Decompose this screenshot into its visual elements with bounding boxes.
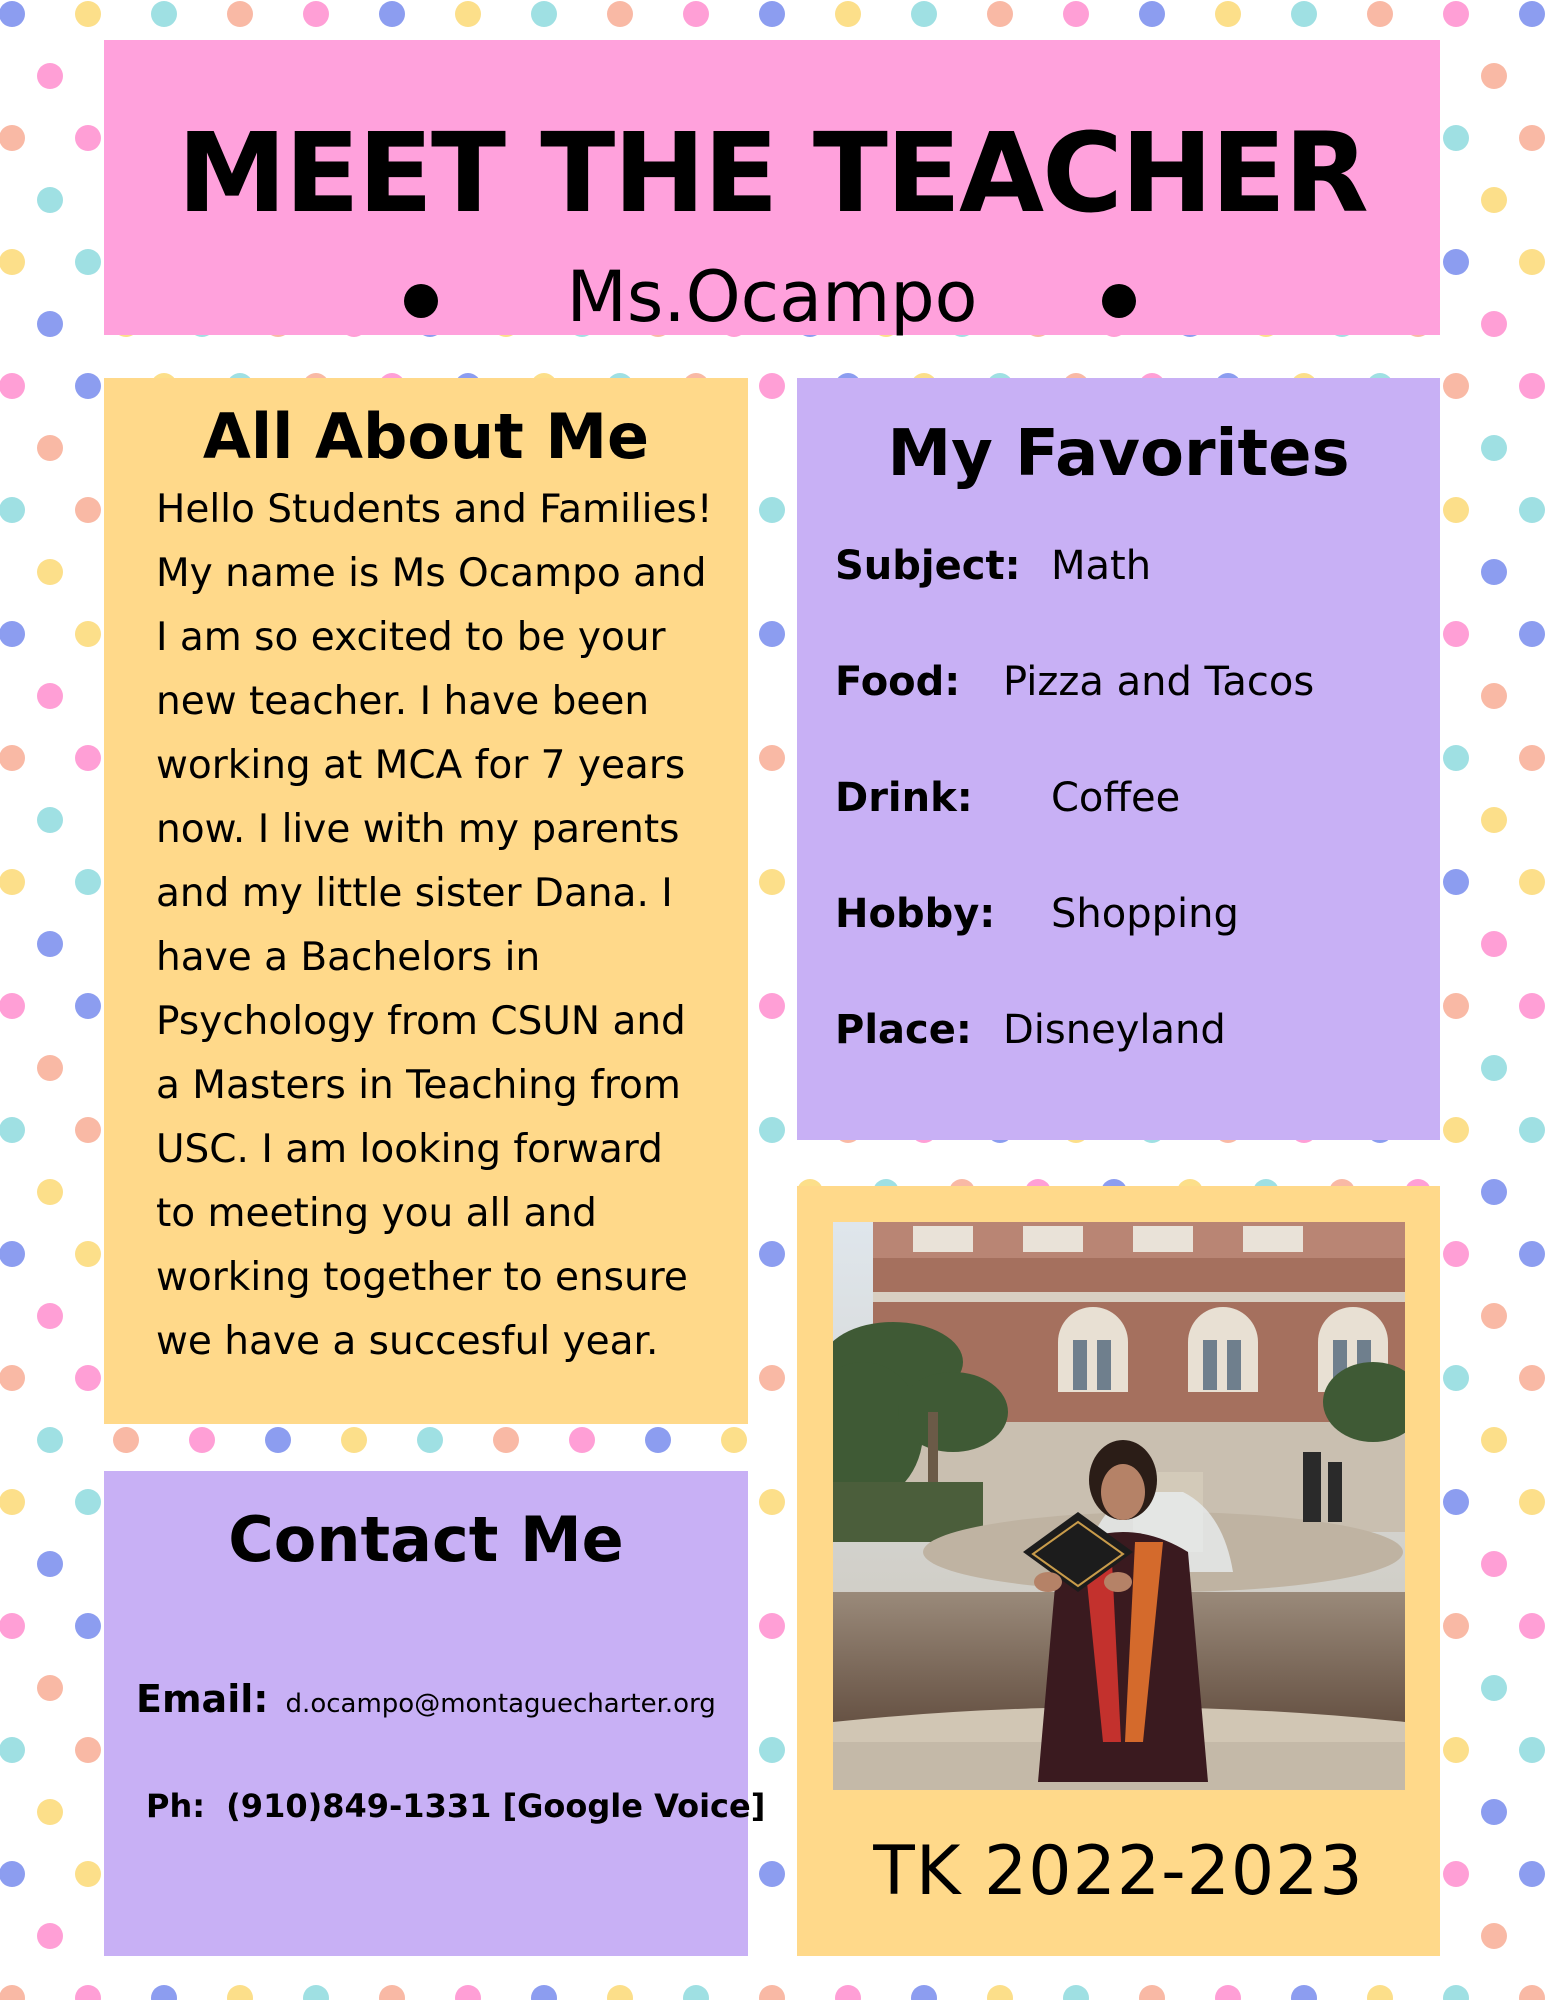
background-dot [835,1,861,27]
favorite-label: Subject: [835,543,1021,589]
background-dot [75,373,101,399]
background-dot [1481,931,1507,957]
background-dot [607,1985,633,2000]
about-line: working at MCA for 7 years [156,743,686,788]
background-dot [75,125,101,151]
about-line: new teacher. I have been [156,679,650,724]
background-dot [37,311,63,337]
favorite-label: Place: [835,1007,972,1053]
favorite-value: Disneyland [1003,1007,1226,1053]
background-dot [1519,1861,1545,1887]
background-dot [75,621,101,647]
background-dot [569,1427,595,1453]
favorite-value: Pizza and Tacos [1003,659,1315,705]
background-dot [1481,1303,1507,1329]
background-dot [1481,1179,1507,1205]
background-dot [1443,1241,1469,1267]
background-dot [37,1055,63,1081]
email-row [136,1677,716,1721]
contact-panel [104,1471,766,1956]
background-dot [683,1,709,27]
background-dot [189,1427,215,1453]
background-dot [759,745,785,771]
background-dot [1481,807,1507,833]
background-dot [1481,683,1507,709]
background-dot [1519,1613,1545,1639]
background-dot [0,993,25,1019]
phone-row [146,1787,765,1825]
background-dot [835,1985,861,2000]
background-dot [759,373,785,399]
background-dot [37,1675,63,1701]
background-dot [1519,1365,1545,1391]
background-dot [151,1,177,27]
background-dot [1443,373,1469,399]
background-dot [531,1,557,27]
background-dot [493,1427,519,1453]
background-dot [1481,1427,1507,1453]
background-dot [1063,1985,1089,2000]
background-dot [759,1861,785,1887]
background-dot [759,1,785,27]
background-dot [1519,993,1545,1019]
background-dot [75,249,101,275]
background-dot [1443,1861,1469,1887]
background-dot [1443,621,1469,647]
about-line: USC. I am looking forward [156,1127,663,1172]
background-dot [0,1737,25,1763]
about-line: I am so excited to be your [156,615,666,660]
about-body [156,478,746,1374]
background-dot [1481,63,1507,89]
school-year-caption: TK 2022-2023 [873,1832,1364,1911]
phone-label: Ph: [146,1787,206,1825]
about-line: Psychology from CSUN and [156,999,686,1044]
background-dot [75,1,101,27]
background-dot [1367,1985,1393,2000]
photo-panel [797,1186,1440,1956]
favorites-panel [797,378,1440,1140]
background-dot [1139,1985,1165,2000]
background-dot [759,1489,785,1515]
background-dot [1481,1055,1507,1081]
background-dot [0,1861,25,1887]
background-dot [607,1,633,27]
about-heading: All About Me [202,400,650,473]
background-dot [1443,1365,1469,1391]
background-dot [379,1,405,27]
background-dot [75,1365,101,1391]
about-me-panel [104,378,748,1424]
teacher-name: Ms.Ocampo [566,256,978,338]
background-dot [1443,497,1469,523]
page-title: MEET THE TEACHER [177,109,1367,237]
background-dot [75,745,101,771]
background-dot [721,1427,747,1453]
background-dot [1519,1117,1545,1143]
background-dot [759,1985,785,2000]
background-dot [0,373,25,399]
background-dot [0,1241,25,1267]
background-dot [37,1179,63,1205]
background-dot [987,1,1013,27]
background-dot [455,1,481,27]
background-dot [531,1985,557,2000]
background-dot [0,869,25,895]
background-dot [227,1,253,27]
background-dot [341,1427,367,1453]
background-dot [37,683,63,709]
background-dot [1291,1,1317,27]
background-dot [1481,1923,1507,1949]
background-dot [75,1489,101,1515]
background-dot [1481,435,1507,461]
background-dot [0,1985,25,2000]
background-dot [1443,1737,1469,1763]
background-dot [911,1,937,27]
favorite-label: Hobby: [835,891,996,937]
background-dot [1481,559,1507,585]
background-dot [417,1427,443,1453]
background-dot [1519,869,1545,895]
background-dot [227,1985,253,2000]
about-line: to meeting you all and [156,1191,597,1236]
email-value[interactable]: d.ocampo@montaguecharter.org [285,1689,716,1719]
background-dot [1519,1241,1545,1267]
bullet-right-icon [1102,284,1136,318]
background-dot [759,1117,785,1143]
background-dot [1443,993,1469,1019]
background-dot [1519,1489,1545,1515]
teacher-graduation-photo [833,1222,1405,1790]
background-dot [987,1985,1013,2000]
background-dot [683,1985,709,2000]
background-dot [1443,249,1469,275]
background-dot [75,1861,101,1887]
background-dot [37,1427,63,1453]
background-dot [1519,1,1545,27]
background-dot [265,1427,291,1453]
background-dot [1481,1551,1507,1577]
background-dot [1443,869,1469,895]
favorite-item-place [835,1000,1226,1060]
background-dot [0,249,25,275]
background-dot [455,1985,481,2000]
favorite-value: Shopping [1051,891,1239,937]
favorite-label: Drink: [835,775,973,821]
background-dot [0,497,25,523]
about-line: My name is Ms Ocampo and [156,551,707,596]
background-dot [75,1613,101,1639]
background-dot [37,1923,63,1949]
background-dot [37,931,63,957]
background-dot [1519,621,1545,647]
background-dot [1291,1985,1317,2000]
background-dot [1481,187,1507,213]
background-dot [0,745,25,771]
background-dot [1481,311,1507,337]
background-dot [1215,1985,1241,2000]
background-dot [75,993,101,1019]
background-dot [1519,125,1545,151]
background-dot [759,1737,785,1763]
background-dot [75,1737,101,1763]
background-dot [0,1,25,27]
background-dot [759,1613,785,1639]
background-dot [1443,1117,1469,1143]
email-label: Email: [136,1677,269,1721]
background-dot [75,869,101,895]
background-dot [75,1241,101,1267]
about-line: working together to ensure [156,1255,688,1300]
background-dot [1443,125,1469,151]
favorite-item-food [835,652,1315,712]
background-dot [759,1365,785,1391]
background-dot [0,1613,25,1639]
background-dot [303,1985,329,2000]
background-dot [1519,497,1545,523]
header-banner [104,40,1440,338]
background-dot [75,1117,101,1143]
background-dot [1139,1,1165,27]
background-dot [0,1117,25,1143]
background-dot [1519,745,1545,771]
background-dot [151,1985,177,2000]
background-dot [37,187,63,213]
phone-value[interactable]: (910)849-1331 [Google Voice] [226,1787,766,1825]
graduation-photo-illustration [833,1222,1405,1790]
background-dot [911,1985,937,2000]
background-dot [759,869,785,895]
favorite-item-subject [835,536,1152,596]
background-dot [75,497,101,523]
background-dot [37,1799,63,1825]
background-dot [645,1427,671,1453]
background-dot [0,125,25,151]
about-line: and my little sister Dana. I [156,871,673,916]
background-dot [37,435,63,461]
favorite-value: Coffee [1051,775,1181,821]
background-dot [0,621,25,647]
about-line: now. I live with my parents [156,807,680,852]
background-dot [759,1241,785,1267]
background-dot [1443,1985,1469,2000]
contact-heading: Contact Me [228,1503,624,1576]
background-dot [1215,1,1241,27]
background-dot [1519,249,1545,275]
about-line: have a Bachelors in [156,935,541,980]
background-dot [37,559,63,585]
background-dot [113,1427,139,1453]
background-dot [759,497,785,523]
background-dot [37,1303,63,1329]
background-dot [1063,1,1089,27]
favorite-item-drink [835,768,1181,828]
favorites-heading: My Favorites [887,417,1350,491]
background-dot [1481,1675,1507,1701]
favorite-value: Math [1051,543,1152,589]
about-line: we have a succesful year. [156,1319,659,1364]
background-dot [37,807,63,833]
background-dot [0,1489,25,1515]
background-dot [1443,1,1469,27]
background-dot [0,1365,25,1391]
background-dot [1367,1,1393,27]
background-dot [1519,1737,1545,1763]
background-dot [1519,1985,1545,2000]
favorite-label: Food: [835,659,961,705]
about-line: a Masters in Teaching from [156,1063,681,1108]
background-dot [1443,745,1469,771]
favorite-item-hobby [835,884,1239,944]
background-dot [1481,1799,1507,1825]
background-dot [759,993,785,1019]
background-dot [303,1,329,27]
about-line: Hello Students and Families! [156,487,713,532]
background-dot [75,1985,101,2000]
background-dot [1519,373,1545,399]
background-dot [1443,1489,1469,1515]
background-dot [37,63,63,89]
background-dot [37,1551,63,1577]
background-dot [1443,1613,1469,1639]
background-dot [379,1985,405,2000]
background-dot [759,621,785,647]
